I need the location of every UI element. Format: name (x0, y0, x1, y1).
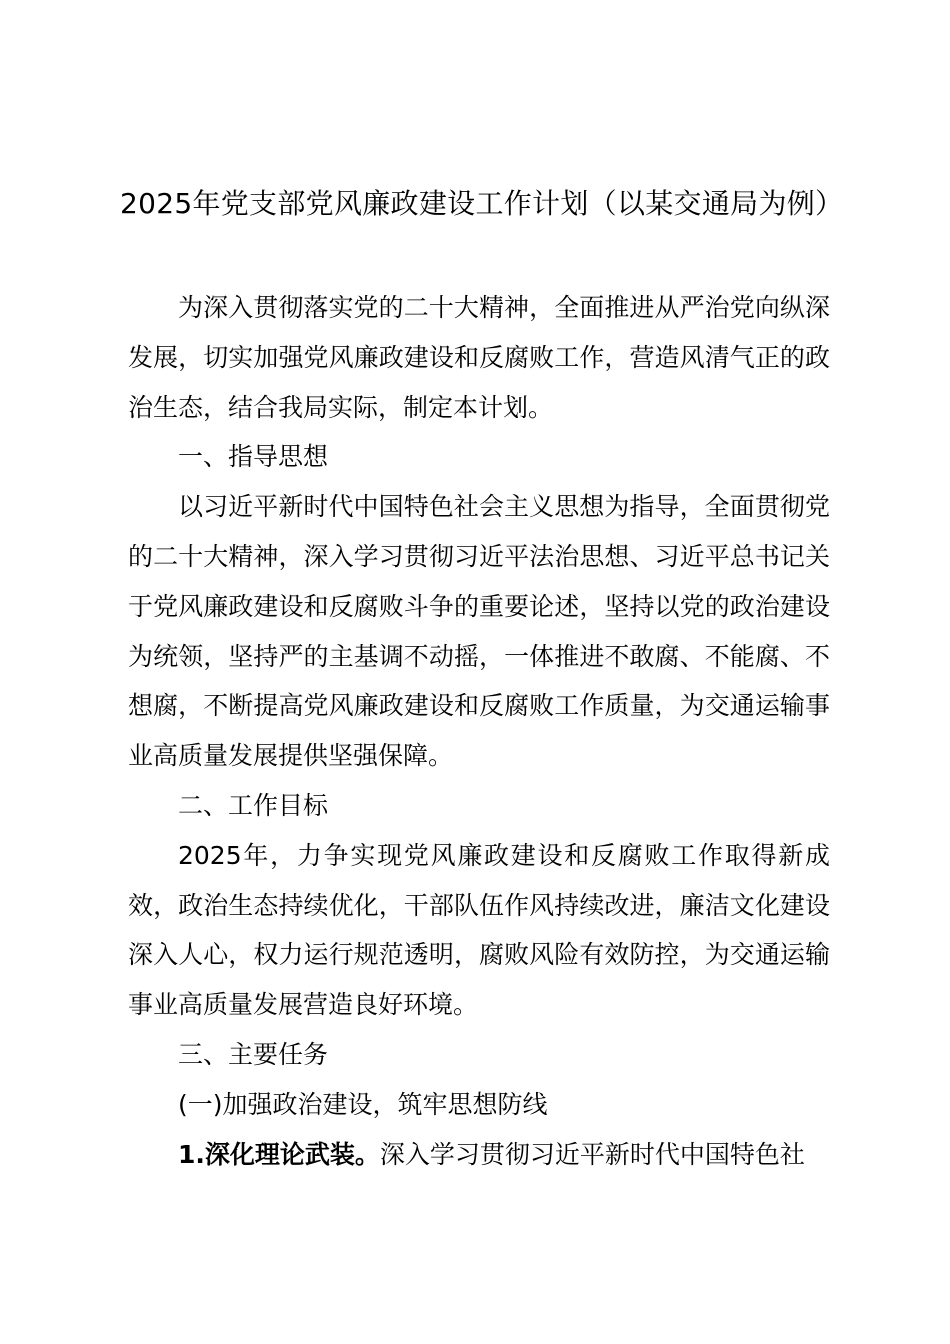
section-heading-guiding-ideology: 一、指导思想 (178, 442, 329, 472)
document-title: 2025年党支部党风廉政建设工作计划（以某交通局为例） (120, 187, 844, 220)
subsection-heading-political-construction: (一)加强政治建设，筑牢思想防线 (178, 1089, 548, 1119)
section-heading-main-tasks: 三、主要任务 (178, 1039, 329, 1069)
work-goals-paragraph: 2025年，力争实现党风廉政建设和反腐败工作取得新成效，政治生态持续优化，干部队伍作风持续改进，廉洁文化建设深入人心，权力运行规范透明，腐败风险有效防控，为交通运输事业高质量发展营造良好环境。 (128, 840, 830, 1020)
guiding-ideology-paragraph: 以习近平新时代中国特色社会主义思想为指导，全面贯彻党的二十大精神，深入学习贯彻习近平法治思想、习近平总书记关于党风廉政建设和反腐败斗争的重要论述，坚持以党的政治建设为统领，坚持严的主基调不动摇，一体推进不敢腐、不能腐、不想腐，不断提高党风廉政建设和反腐败工作质量，为交通运输事业高质量发展提供坚强保障。 (128, 492, 830, 771)
intro-paragraph: 为深入贯彻落实党的二十大精神，全面推进从严治党向纵深发展，切实加强党风廉政建设和反腐败工作，营造风清气正的政治生态，结合我局实际，制定本计划。 (128, 293, 830, 422)
task-item-1 (128, 1130, 830, 1180)
task-item-1-text: 深入学习贯彻习近平新时代中国特色社 (379, 1139, 805, 1169)
section-heading-work-goals: 二、工作目标 (178, 790, 329, 820)
task-item-1-label: 1.深化理论武装。 (178, 1139, 380, 1169)
document-body (128, 283, 830, 1179)
